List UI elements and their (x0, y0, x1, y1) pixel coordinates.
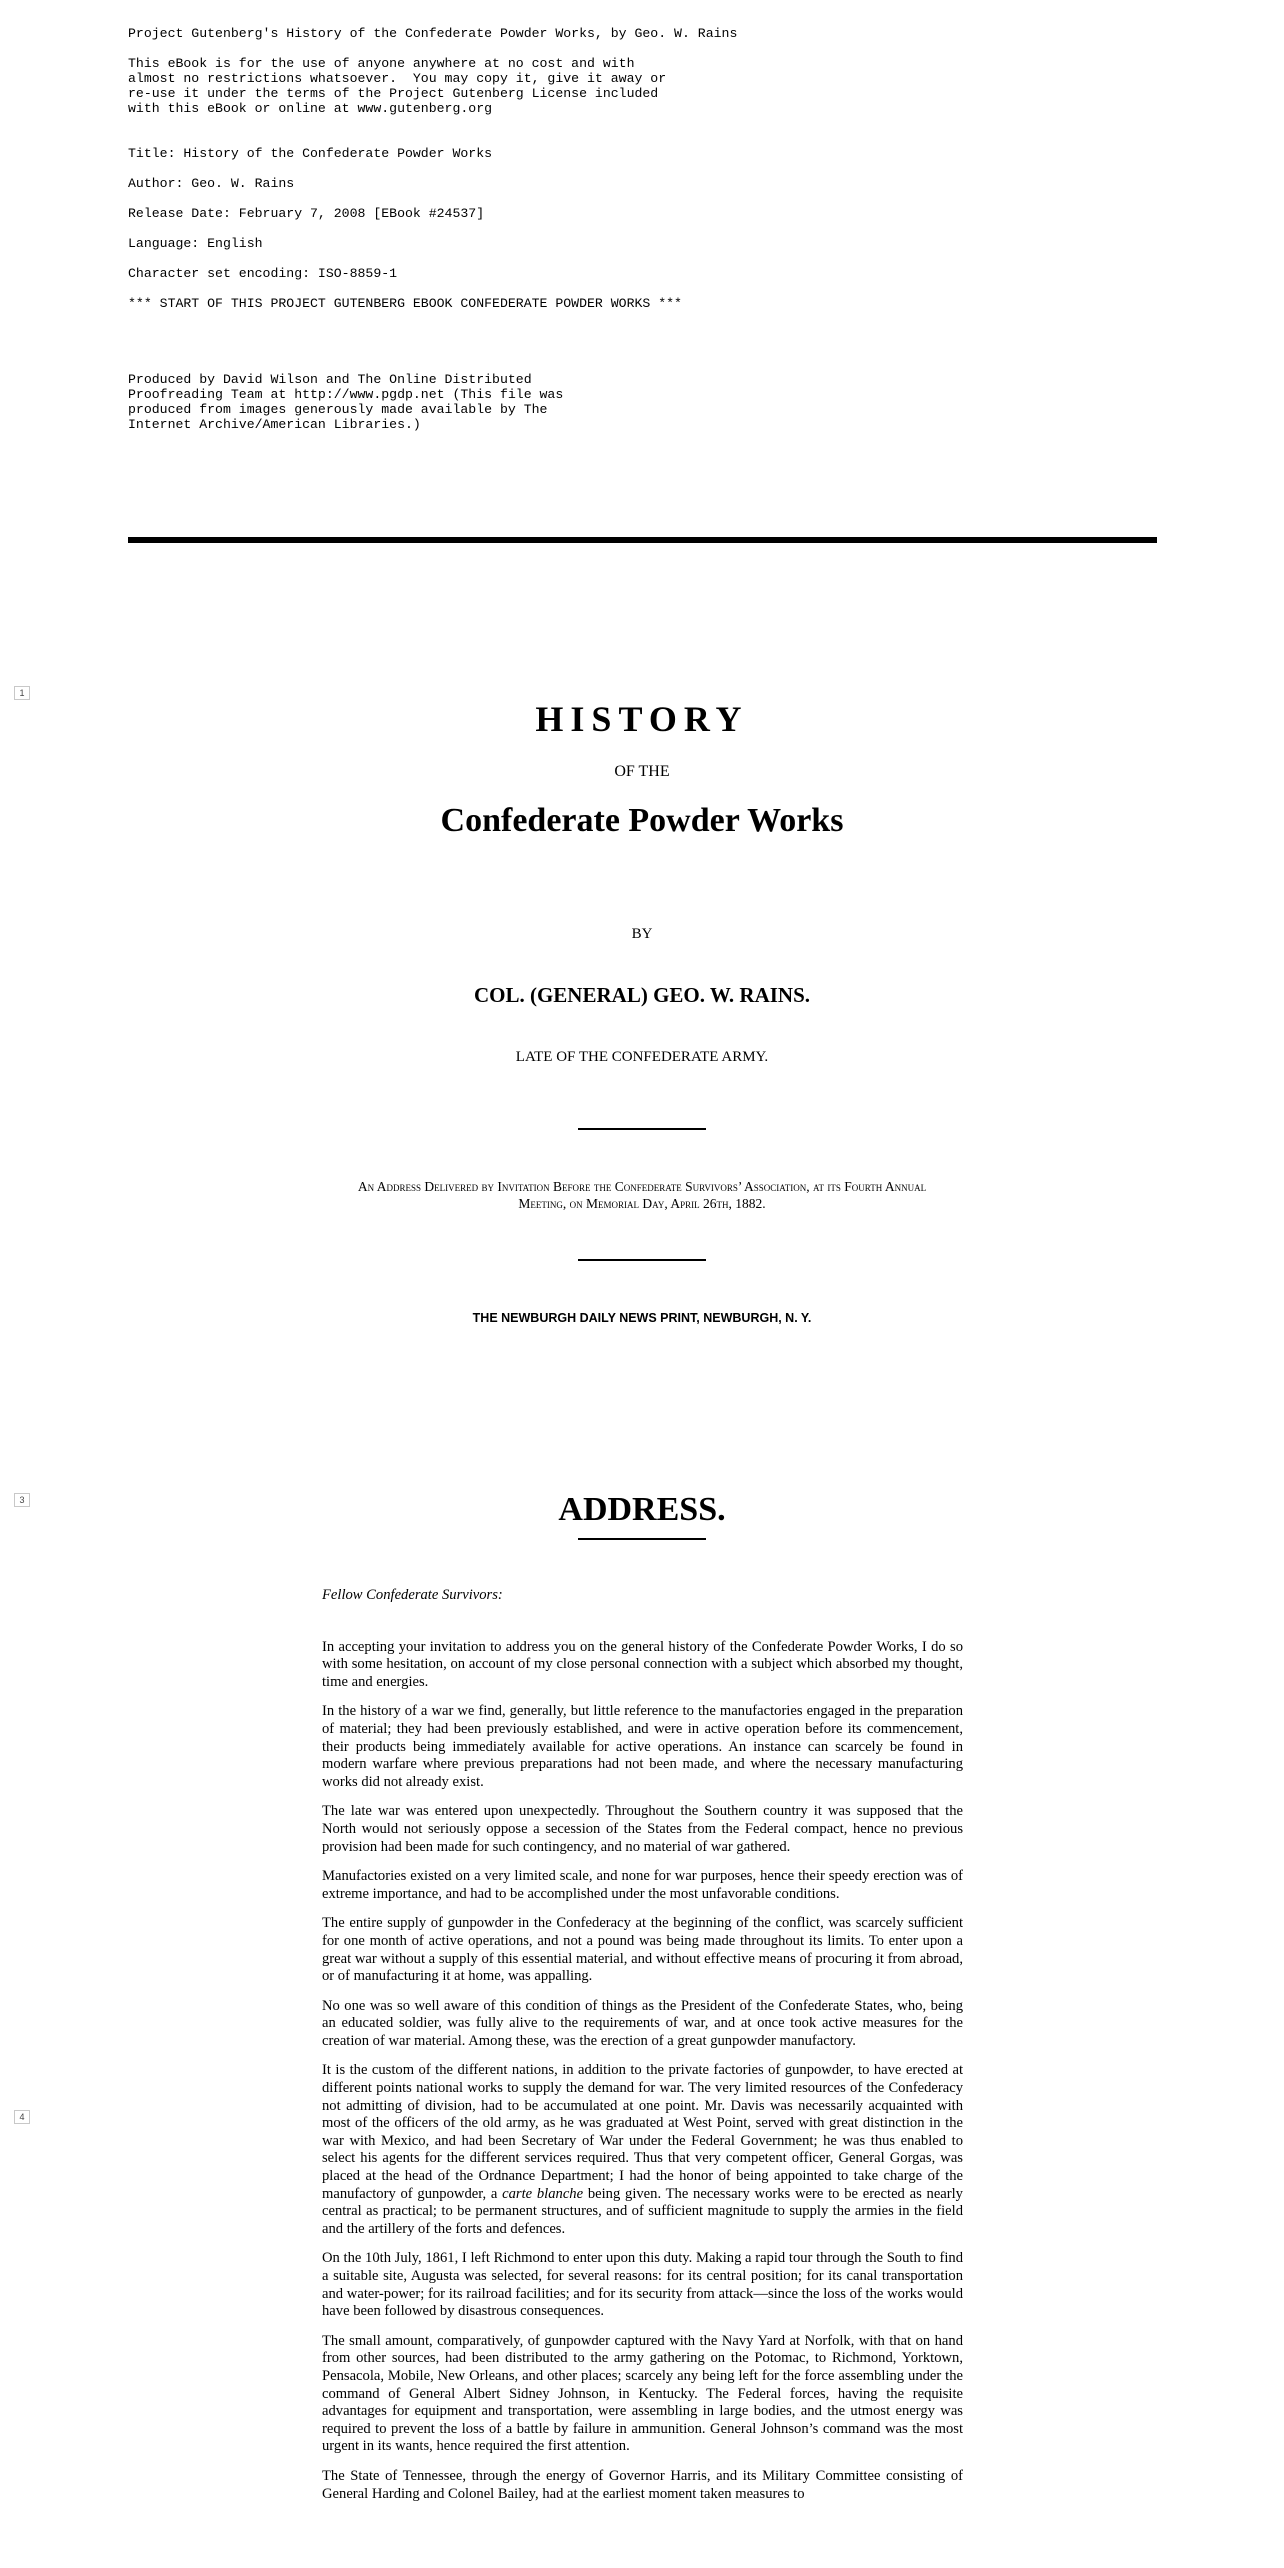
address-underline (578, 1538, 706, 1540)
body-paragraph: No one was so well aware of this condition of things as the President of the Confederate States, who, being an educated soldier, was fully alive to the requirements of war, and at once took active measures for the creation of war material. Among these, was the erection of a great gunpowder manufactory. (322, 1997, 963, 2049)
body-paragraph: Manufactories existed on a very limited scale, and none for war purposes, hence their speedy erection was of extreme importance, and had to be accomplished under the most unfavorable conditions. (322, 1868, 963, 1902)
header-title-field: Title: History of the Confederate Powder Works (128, 146, 493, 161)
header-language: Language: English (128, 236, 263, 251)
page-number-1[interactable]: 1 (14, 686, 30, 700)
body-paragraph: The late war was entered upon unexpectedly. Throughout the Southern country it was supposed that the North would not seriously oppose a secession of the States from the Federal compact, hence no previous provision had been made for such contingency, and no material of war gathered. (322, 1803, 963, 1855)
header-encoding: Character set encoding: ISO-8859-1 (128, 266, 398, 281)
section-divider (128, 537, 1157, 543)
header-release-date: Release Date: February 7, 2008 [EBook #24537] (128, 206, 485, 221)
header-start-marker: *** START OF THIS PROJECT GUTENBERG EBOOK CONFEDERATE POWDER WORKS *** (128, 296, 682, 311)
header-line-title: Project Gutenberg's History of the Confederate Powder Works, by Geo. W. Rains (128, 26, 738, 41)
author-affiliation: LATE OF THE CONFEDERATE ARMY. (515, 1049, 769, 1065)
printer-imprint: THE NEWBURGH DAILY NEWS PRINT, NEWBURGH, N. Y. (472, 1311, 812, 1325)
body-paragraph: In accepting your invitation to address you on the general history of the Confederate Powder Works, I do so with some hesitation, on account of my close personal connection with a subject which absorbed my thought, time and energies. (322, 1638, 963, 1690)
book-subtitle: Confederate Powder Works (440, 802, 844, 839)
page-number-4[interactable]: 4 (14, 2110, 30, 2124)
body-paragraph (322, 2062, 963, 2238)
body-paragraph: The State of Tennessee, through the energy of Governor Harris, and its Military Committee consisting of General Harding and Colonel Bailey, had at the earliest moment taken measures to (322, 2467, 963, 2502)
body-paragraph: The small amount, comparatively, of gunpowder captured with the Navy Yard at Norfolk, with that on hand from other sources, had been distributed to the army gathering on the Potomac, to Richmond, Yorktown, Pensacola, Mobile, New Orleans, and other places; scarcely any being left for the force assembling under the command of General Albert Sidney Johnson, in Kentucky. The Federal forces, having the requisite advantages for equipment and transportation, were assembling in large bodies, and the utmost energy was required to prevent the loss of a battle by failure in ammunition. General Johnson’s command was the most urgent in its wants, hence required the first attention. (322, 2332, 963, 2455)
by-line: BY (631, 926, 653, 942)
body-text: It is the custom of the different nations, in addition to the private factories of gunpowder, to have erected at different points national works to supply the demand for war. The very limited resources of the Confederacy not admitting of division, had to be accumulated at one point. Mr. Davis was necessarily acquainted with most of the officers of the old army, as he was graduated at West Point, served with great distinction in the war with Mexico, and had been Secretary of War under the Federal Government; he was thus enabled to select his agents for the different services required. Thus that very competent officer, General Gorgas, was placed at the head of the Ordnance Department; I had the honor of being appointed to take charge of the manufactory of gunpowder, a (322, 2062, 963, 2202)
book-title: HISTORY (535, 699, 749, 739)
title-rule-lower (578, 1259, 706, 1261)
address-body (322, 1587, 963, 2515)
header-license-notice: This eBook is for the use of anyone anywhere at no cost and with almost no restrictions whatsoever. You may copy it, give it away or re-use it under the terms of the Project Gutenberg License included with this eBook or online at www.gutenberg.org (128, 56, 667, 116)
title-rule-upper (578, 1128, 706, 1130)
body-paragraph: In the history of a war we find, generally, but little reference to the manufactories engaged in the preparation of material; they had been previously established, and were in active operation before its commencement, their products being immediately available for active operations. An instance can scarcely be found in modern warfare where previous preparations had not been made, and where the necessary manufacturing works did not already exist. (322, 1703, 963, 1790)
salutation: Fellow Confederate Survivors: (322, 1587, 503, 1603)
address-heading: ADDRESS. (558, 1491, 726, 1528)
page-number-3[interactable]: 3 (14, 1493, 30, 1507)
occasion-note: An Address Delivered by Invitation Before the Confederate Survivors’ Association, at its Fourth Annual Meeting, on Memorial Day, April 26th, 1882. (357, 1179, 927, 1211)
header-credits: Produced by David Wilson and The Online Distributed Proofreading Team at http://www.pgdp.net (This file was produced from images generously made available by The Internet Archive/American Libraries.) (128, 372, 564, 432)
author-name: COL. (GENERAL) GEO. W. RAINS. (473, 983, 811, 1007)
title-of-the: OF THE (614, 763, 670, 780)
body-text: being given. The necessary works were to be erected as nearly central as practical; to be permanent structures, and of sufficient magnitude to supply the armies in the field and the artillery of the forts and defences. (322, 2185, 963, 2237)
header-author-field: Author: Geo. W. Rains (128, 176, 295, 191)
body-paragraph: On the 10th July, 1861, I left Richmond to enter upon this duty. Making a rapid tour through the South to find a suitable site, Augusta was selected, for several reasons: for its central position; for its canal transportation and water-power; for its railroad facilities; and for its security from attack—since the loss of the works would have been followed by disastrous consequences. (322, 2250, 963, 2320)
italic-phrase: carte blanche (502, 2185, 584, 2202)
body-paragraph: The entire supply of gunpowder in the Confederacy at the beginning of the conflict, was scarcely sufficient for one month of active operations, and not a pound was being made throughout its limits. To enter upon a great war without a supply of this essential material, and without effective means of procuring it from abroad, or of manufacturing it at home, was appalling. (322, 1915, 963, 1985)
